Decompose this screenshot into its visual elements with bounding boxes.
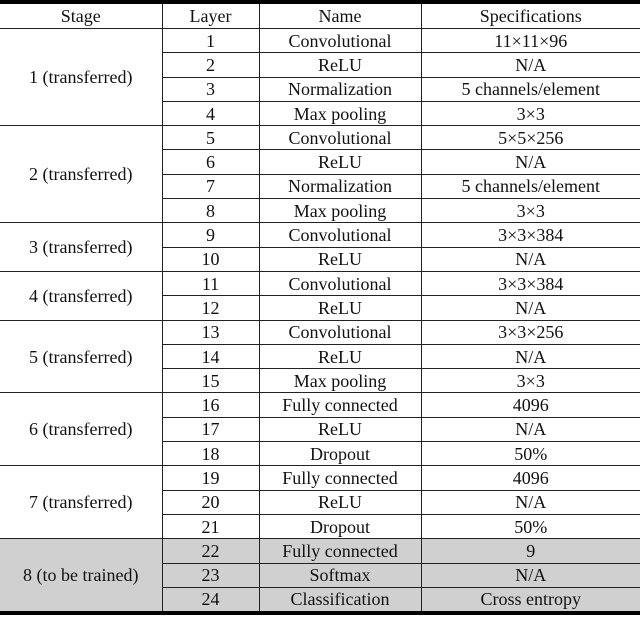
layer-cell: 16	[162, 393, 259, 417]
spec-cell: N/A	[421, 417, 640, 441]
layer-cell: 21	[162, 514, 259, 538]
table-row	[0, 393, 640, 417]
name-cell: ReLU	[259, 53, 421, 77]
spec-cell: 5×5×256	[421, 126, 640, 150]
table-row	[0, 320, 640, 344]
table-row	[0, 271, 640, 295]
stage-cell: 4 (transferred)	[0, 271, 162, 320]
layer-cell: 1	[162, 29, 259, 53]
layer-cell: 14	[162, 344, 259, 368]
spec-cell: 3×3	[421, 199, 640, 223]
table-body	[0, 29, 640, 614]
table-row	[0, 29, 640, 53]
table-row	[0, 466, 640, 490]
layer-cell: 11	[162, 271, 259, 295]
spec-cell: N/A	[421, 150, 640, 174]
spec-cell: 3×3×384	[421, 271, 640, 295]
name-cell: Classification	[259, 587, 421, 613]
spec-cell: 3×3×256	[421, 320, 640, 344]
header-layer: Layer	[162, 2, 259, 29]
name-cell: ReLU	[259, 296, 421, 320]
name-cell: Fully connected	[259, 539, 421, 563]
layer-cell: 6	[162, 150, 259, 174]
layer-cell: 23	[162, 563, 259, 587]
header-name: Name	[259, 2, 421, 29]
name-cell: Convolutional	[259, 320, 421, 344]
spec-cell: 3×3	[421, 369, 640, 393]
spec-cell: 50%	[421, 514, 640, 538]
layer-cell: 19	[162, 466, 259, 490]
spec-cell: N/A	[421, 296, 640, 320]
name-cell: Convolutional	[259, 29, 421, 53]
name-cell: Max pooling	[259, 101, 421, 125]
stage-cell: 1 (transferred)	[0, 29, 162, 126]
spec-cell: 5 channels/element	[421, 77, 640, 101]
table-row	[0, 126, 640, 150]
stage-cell: 3 (transferred)	[0, 223, 162, 272]
layer-cell: 24	[162, 587, 259, 613]
spec-cell: Cross entropy	[421, 587, 640, 613]
name-cell: ReLU	[259, 344, 421, 368]
header-row	[0, 2, 640, 29]
stage-cell: 2 (transferred)	[0, 126, 162, 223]
name-cell: Softmax	[259, 563, 421, 587]
layer-cell: 5	[162, 126, 259, 150]
name-cell: ReLU	[259, 150, 421, 174]
spec-cell: N/A	[421, 247, 640, 271]
spec-cell: 9	[421, 539, 640, 563]
header-specifications: Specifications	[421, 2, 640, 29]
table-row	[0, 539, 640, 563]
spec-cell: 5 channels/element	[421, 174, 640, 198]
name-cell: Convolutional	[259, 223, 421, 247]
spec-cell: N/A	[421, 53, 640, 77]
spec-cell: 4096	[421, 466, 640, 490]
layer-cell: 7	[162, 174, 259, 198]
layer-cell: 2	[162, 53, 259, 77]
layer-cell: 17	[162, 417, 259, 441]
spec-cell: N/A	[421, 563, 640, 587]
stage-cell: 6 (transferred)	[0, 393, 162, 466]
name-cell: Convolutional	[259, 271, 421, 295]
layer-cell: 15	[162, 369, 259, 393]
spec-cell: 3×3×384	[421, 223, 640, 247]
name-cell: Normalization	[259, 77, 421, 101]
spec-cell: 50%	[421, 442, 640, 466]
layer-cell: 8	[162, 199, 259, 223]
spec-cell: N/A	[421, 490, 640, 514]
layer-cell: 12	[162, 296, 259, 320]
layer-cell: 20	[162, 490, 259, 514]
name-cell: Max pooling	[259, 369, 421, 393]
layer-cell: 9	[162, 223, 259, 247]
layer-cell: 22	[162, 539, 259, 563]
layer-cell: 4	[162, 101, 259, 125]
name-cell: Fully connected	[259, 393, 421, 417]
name-cell: Convolutional	[259, 126, 421, 150]
name-cell: ReLU	[259, 490, 421, 514]
stage-cell: 8 (to be trained)	[0, 539, 162, 613]
spec-cell: N/A	[421, 344, 640, 368]
name-cell: Dropout	[259, 514, 421, 538]
layer-cell: 3	[162, 77, 259, 101]
layer-cell: 13	[162, 320, 259, 344]
name-cell: ReLU	[259, 417, 421, 441]
spec-cell: 4096	[421, 393, 640, 417]
name-cell: ReLU	[259, 247, 421, 271]
name-cell: Normalization	[259, 174, 421, 198]
stage-cell: 5 (transferred)	[0, 320, 162, 393]
name-cell: Max pooling	[259, 199, 421, 223]
layer-cell: 18	[162, 442, 259, 466]
stage-cell: 7 (transferred)	[0, 466, 162, 539]
table-row	[0, 223, 640, 247]
spec-cell: 11×11×96	[421, 29, 640, 53]
spec-cell: 3×3	[421, 101, 640, 125]
layer-cell: 10	[162, 247, 259, 271]
name-cell: Dropout	[259, 442, 421, 466]
header-stage: Stage	[0, 2, 162, 29]
name-cell: Fully connected	[259, 466, 421, 490]
